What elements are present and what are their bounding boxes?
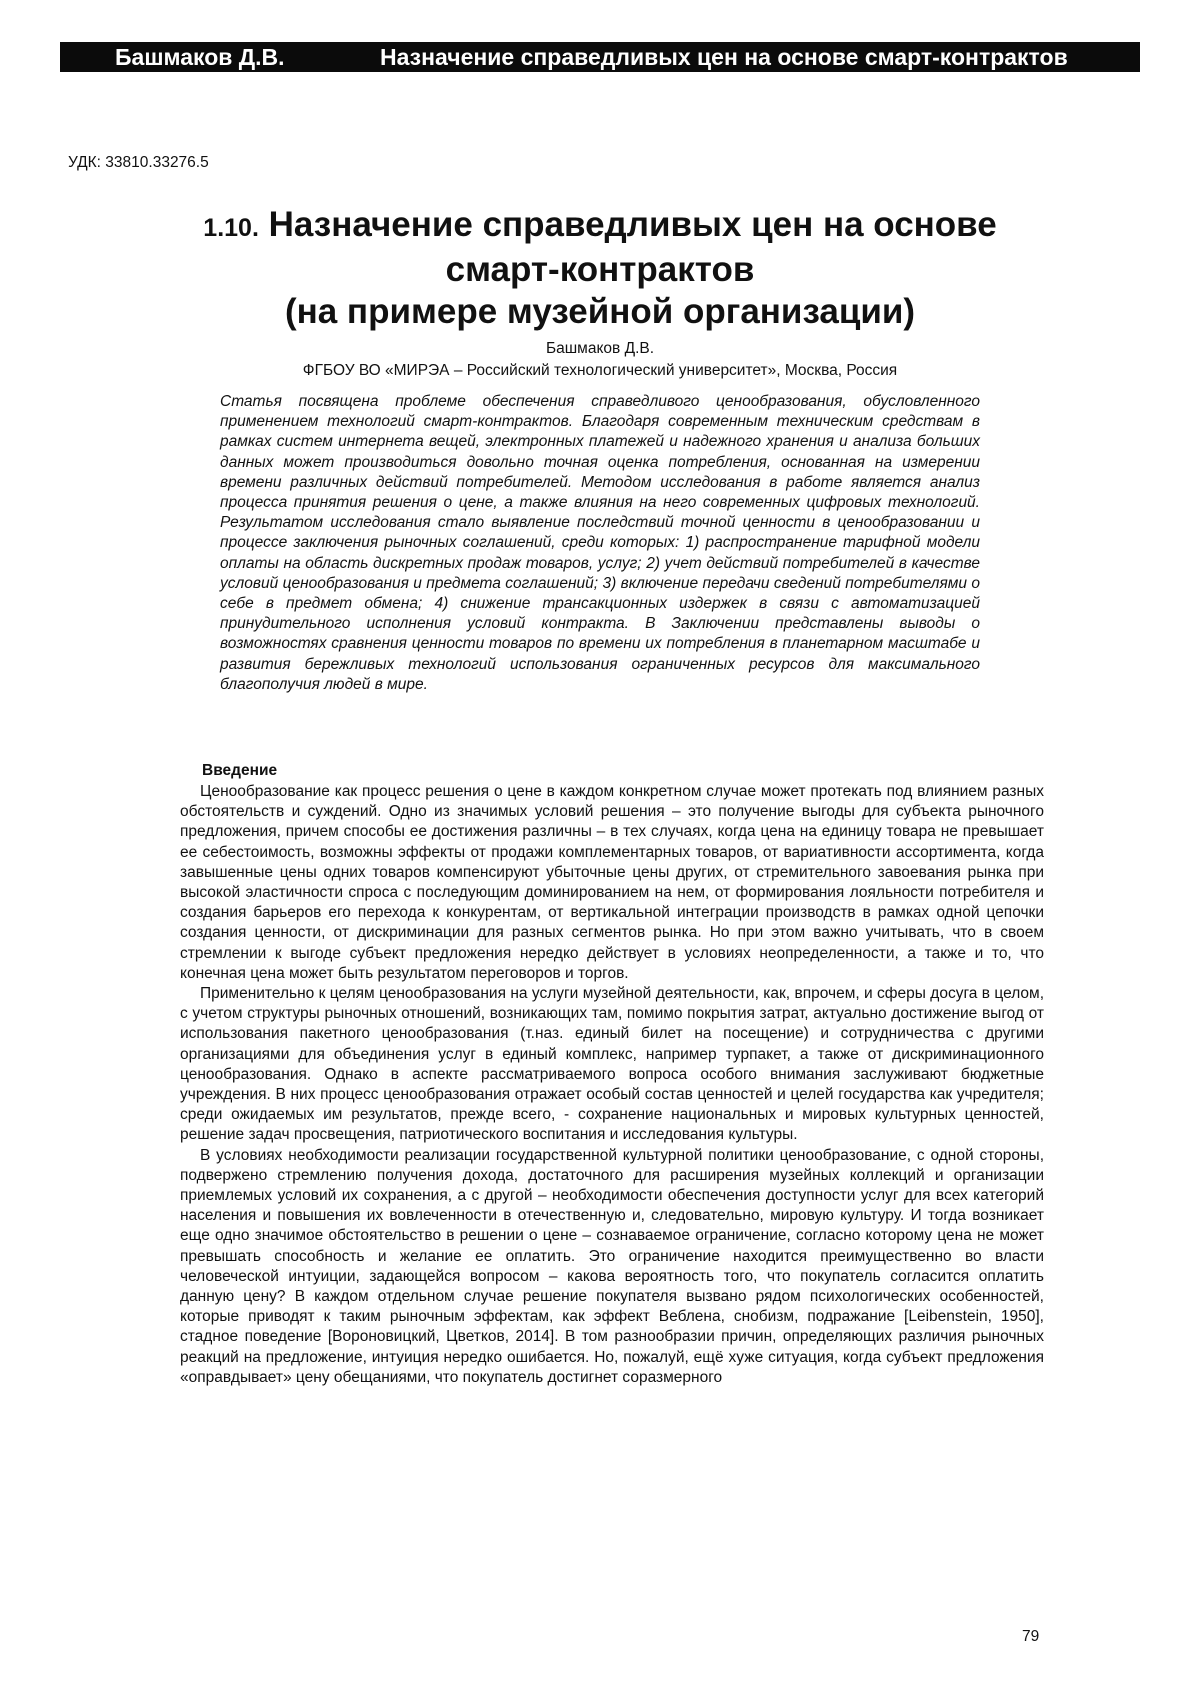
section-heading-introduction: Введение (202, 762, 277, 780)
title-line-1 (60, 204, 1140, 249)
article-title (60, 204, 1140, 333)
running-header-author: Башмаков Д.В. (115, 44, 285, 71)
page-number: 79 (1022, 1628, 1039, 1646)
section-number: 1.10. (203, 214, 259, 242)
body-text (180, 782, 1044, 1388)
abstract: Статья посвящена проблеме обеспечения справедливого ценообразования, обусловленного применением технологий смарт-контрактов. Благодаря современным техническим средствам в рамках систем интернета вещей, электронных платежей и надежного хранения и анализа больших данных может производиться довольно точная оценка потребления, основанная на измерении времени различных действий потребителей. Методом исследования в работе является анализ процесса принятия решения о цене, а также влияния на него современных цифровых технологий. Результатом исследования стало выявление последствий точной ценности в ценообразовании и процессе заключения рыночных соглашений, среди которых: 1) распространение тарифной модели оплаты на область дискретных продаж товаров, услуг; 2) учет действий потребителей в качестве условий ценообразования и предмета соглашений; 3) включение передачи сведений потребителями о себе в предмет обмена; 4) снижение трансакционных издержек в связи с автоматизацией принудительного исполнения условий контракта. В Заключении представлены выводы о возможностях сравнения ценности товаров по времени их потребления в планетарном масштабе и развития бережливых технологий использования ограниченных ресурсов для максимального благополучия людей в мире. (220, 392, 980, 695)
paragraph: В условиях необходимости реализации государственной культурной политики ценообразование, с одной стороны, подвержено стремлению получения дохода, достаточного для расширения музейных коллекций и организации приемлемых условий их сохранения, а с другой – необходимости обеспечения доступности услуг для всех категорий населения и повышения их вовлеченности в отечественную и, следовательно, мировую культуру. И тогда возникает еще одно значимое обстоятельство в решении о цене – сознаваемое ограничение, согласно которому цена не может превышать способность и желание ее оплатить. Это ограничение находится преимущественно во власти человеческой интуиции, задающейся вопросом – какова вероятность того, что покупатель согласится оплатить данную цену? В каждом отдельном случае решение покупателя вызвано рядом психологических особенностей, которые приводят к таким рыночным эффектам, как эффект Веблена, снобизм, подражание [Leibenstein, 1950], стадное поведение [Вороновицкий, Цветков, 2014]. В том разнообразии причин, определяющих различия рыночных реакций на предложение, интуиция нередко ошибается. Но, пожалуй, ещё хуже ситуация, когда субъект предложения «оправдывает» цену обещаниями, что покупатель достигнет соразмерного (180, 1146, 1044, 1388)
affiliation: ФГБОУ ВО «МИРЭА – Российский технологический университет», Москва, Россия (60, 362, 1140, 380)
running-header (60, 42, 1140, 72)
title-line-2: смарт-контрактов (60, 249, 1140, 291)
paragraph: Ценообразование как процесс решения о цене в каждом конкретном случае может протекать под влиянием разных обстоятельств и суждений. Одно из значимых условий решения – это получение выгоды для субъекта рыночного предложения, причем способы ее достижения различны – в тех случаях, когда цена на единицу товара не превышает ее себестоимость, возможны эффекты от продажи комплементарных товаров, от вариативности ассортимента, когда завышенные цены одних товаров компенсируют убыточные цены других, от стремительного завоевания рынка при высокой эластичности спроса с последующим доминированием на нем, от формирования лояльности потребителя и создания барьеров его перехода к конкурентам, от вертикальной интеграции производств в рамках одной цепочки создания ценности, от дискриминации для разных сегментов рынка. Но при этом важно учитывать, что в своем стремлении к выгоде субъект предложения нередко действует в условиях неопределенности, а также и то, что конечная цена может быть результатом переговоров и торгов. (180, 782, 1044, 984)
title-text-1: Назначение справедливых цен на основе (269, 205, 997, 244)
udc-code: УДК: 33810.33276.5 (68, 154, 209, 172)
running-header-title: Назначение справедливых цен на основе смарт-контрактов (380, 44, 1068, 71)
paragraph: Применительно к целям ценообразования на услуги музейной деятельности, как, впрочем, и сферы досуга в целом, с учетом структуры рыночных отношений, возникающих там, помимо покрытия затрат, актуально достижение выгод от использования пакетного ценообразования (т.наз. единый билет на посещение) и сотрудничества с другими организациями для объединения услуг в единый комплекс, например турпакет, а также от дискриминационного ценообразования. Однако в аспекте рассматриваемого вопроса особого внимания заслуживают бюджетные учреждения. В них процесс ценообразования отражает особый состав ценностей и целей государства как учредителя; среди ожидаемых им результатов, прежде всего, - сохранение национальных и мировых культурных ценностей, решение задач просвещения, патриотического воспитания и исследования культуры. (180, 984, 1044, 1146)
author-name: Башмаков Д.В. (60, 340, 1140, 358)
title-line-3: (на примере музейной организации) (60, 291, 1140, 333)
